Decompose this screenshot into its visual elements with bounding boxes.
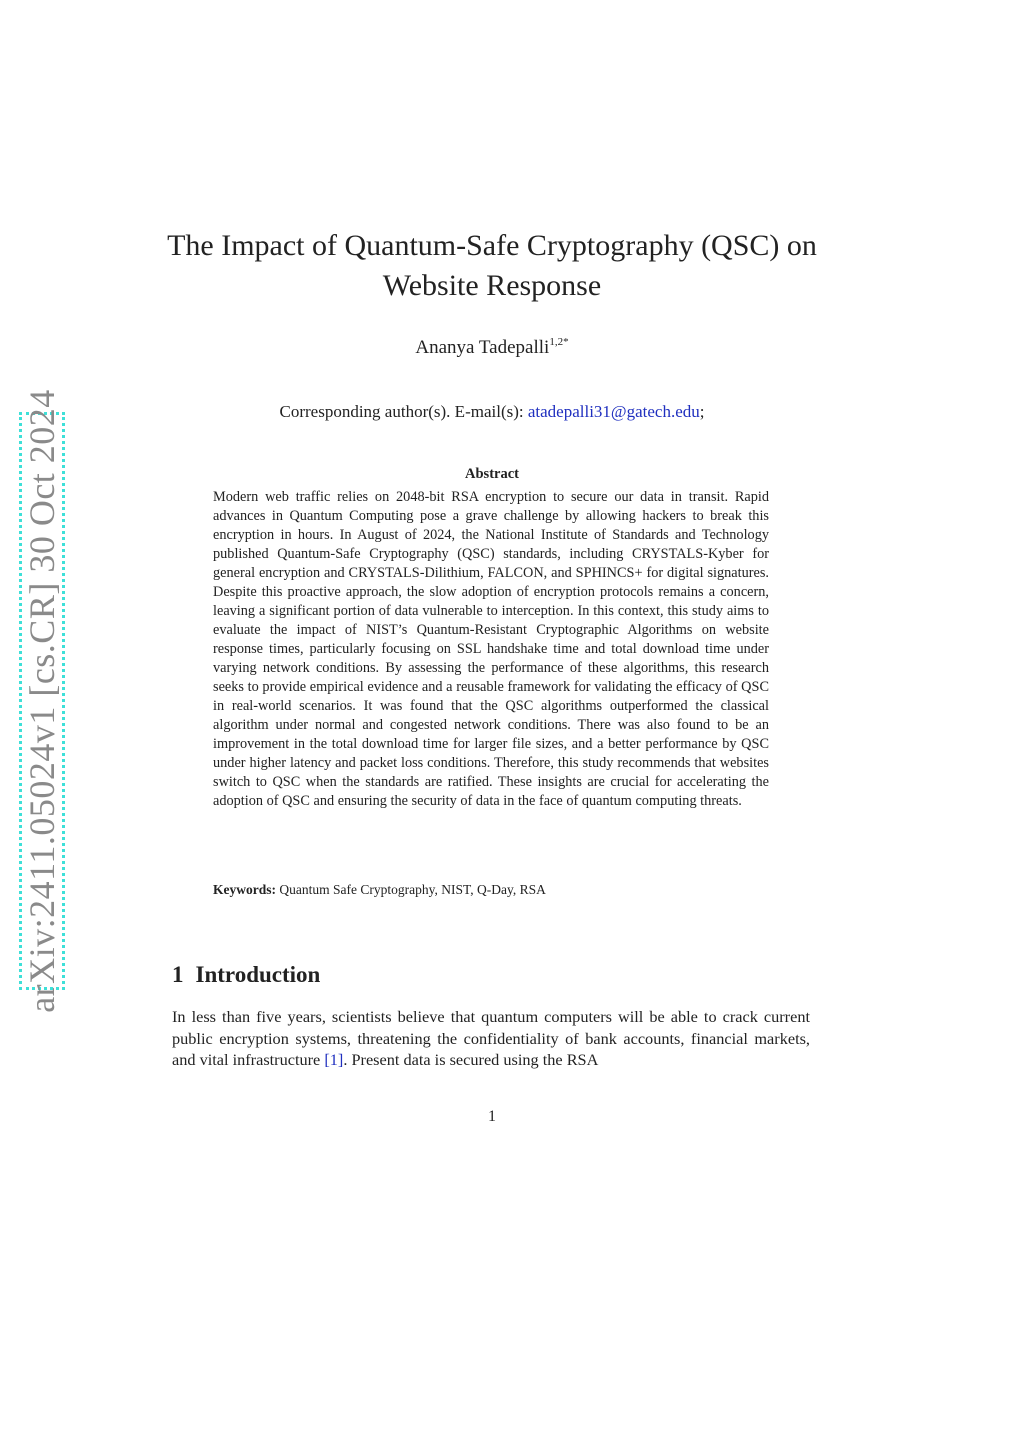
intro-text-after-cite: . Present data is secured using the RSA [343, 1050, 599, 1069]
email-link[interactable]: atadepalli31@gatech.edu [527, 402, 700, 421]
section-number: 1 [172, 962, 184, 987]
keywords-text: Quantum Safe Cryptography, NIST, Q-Day, RSA [276, 882, 546, 897]
abstract-heading: Abstract [465, 466, 519, 482]
intro-text-before-cite: In less than five years, scientists believe that quantum computers will be able to crack current public encryption systems, threatening the confidentiality of bank accounts, financial markets, and vital infrastructure [172, 1007, 810, 1069]
arxiv-identifier[interactable]: arXiv:2411.05024v1 [cs.CR] 30 Oct 2024 [22, 389, 62, 1013]
author-line [160, 336, 824, 359]
introduction-paragraph [172, 1006, 810, 1071]
keywords-label: Keywords: [213, 882, 276, 897]
corresponding-author-line [160, 402, 824, 422]
abstract-text: Modern web traffic relies on 2048-bit RSA encryption to secure our data in transit. Rapid advances in Quantum Computing pose a grave challenge by allowing hackers to break this encryption in hours. In August of 2024, the National Institute of Standards and Technology published Quantum-Safe Cryptography (QSC) standards, including CRYSTALS-Kyber for general encryption and CRYSTALS-Dilithium, FALCON, and SPHINCS+ for digital signatures. Despite this proactive approach, the slow adoption of encryption protocols remains a concern, leaving a significant portion of data vulnerable to interception. In this context, this study aims to evaluate the impact of NIST’s Quantum-Resistant Cryptographic Algorithms on website response times, particularly focusing on SSL handshake time and total download time under varying network conditions. By assessing the performance of these algorithms, this research seeks to provide empirical evidence and a reusable framework for validating the efficacy of QSC in real-world scenarios. It was found that the QSC algorithms outperformed the classical algorithm under normal and congested network conditions. There was also found to be an improvement in the total download time for larger file sizes, and a better performance by QSC under higher latency and packet loss conditions. Therefore, this study recommends that websites switch to QSC when the standards are ratified. These insights are crucial for accelerating the adoption of QSC and ensuring the security of data in the face of quantum computing threats. [213, 489, 769, 809]
author-affiliation-marks: 1,2* [549, 336, 569, 348]
section-heading-introduction [172, 962, 320, 988]
page-number: 1 [488, 1108, 496, 1125]
citation-link[interactable]: [1] [324, 1050, 344, 1069]
paper-title: The Impact of Quantum-Safe Cryptography (QSC) on Website Response [167, 229, 817, 302]
author-name: Ananya Tadepalli [415, 337, 550, 358]
corresponding-suffix: ; [699, 402, 705, 421]
keywords-line [213, 882, 769, 898]
corresponding-prefix: Corresponding author(s). E-mail(s): [279, 402, 528, 421]
section-title: Introduction [195, 962, 321, 987]
